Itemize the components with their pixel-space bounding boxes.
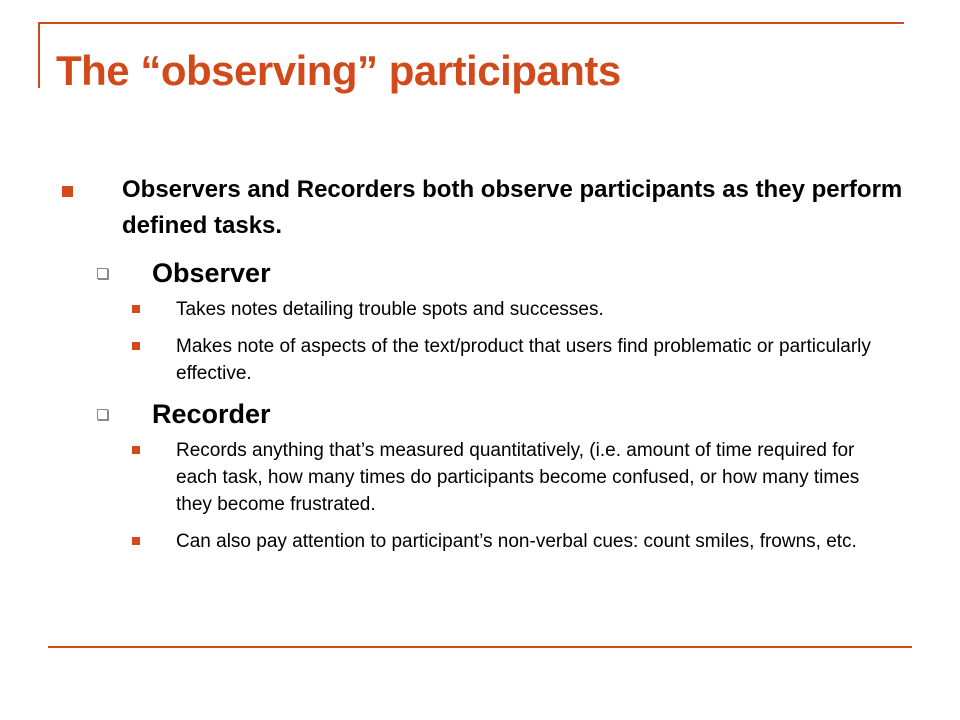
observer-label: Observer [152, 258, 271, 288]
sub-bullet-observer [58, 256, 908, 290]
small-square-bullet-icon [132, 446, 140, 454]
filled-square-bullet-icon [62, 186, 73, 197]
hollow-square-bullet-icon [97, 268, 108, 279]
bullet-main-text: Observers and Recorders both observe participants as they perform defined tasks. [122, 176, 903, 239]
observer-item [58, 296, 896, 323]
recorder-item [58, 437, 896, 518]
frame-left-line [38, 22, 40, 88]
observer-item [58, 333, 896, 387]
small-square-bullet-icon [132, 342, 140, 350]
frame-top-line [38, 22, 904, 24]
slide-title: The “observing” participants [56, 47, 621, 94]
sub-bullet-recorder [58, 397, 908, 431]
frame-bottom-line [48, 646, 912, 648]
hollow-square-bullet-icon [97, 409, 108, 420]
observer-item-text: Takes notes detailing trouble spots and successes. [176, 299, 604, 320]
recorder-item-text: Can also pay attention to participant’s non-verbal cues: count smiles, frowns, etc. [176, 531, 857, 552]
observer-item-text: Makes note of aspects of the text/product that users find problematic or particularly effective. [176, 336, 871, 384]
recorder-item-text: Records anything that’s measured quantitatively, (i.e. amount of time required for each task, how many times do participants become confused, or how many times they become frustrated. [176, 440, 860, 515]
slide-body [58, 172, 908, 565]
recorder-item [58, 528, 896, 555]
recorder-label: Recorder [152, 399, 271, 429]
small-square-bullet-icon [132, 537, 140, 545]
bullet-main [58, 172, 908, 244]
small-square-bullet-icon [132, 305, 140, 313]
